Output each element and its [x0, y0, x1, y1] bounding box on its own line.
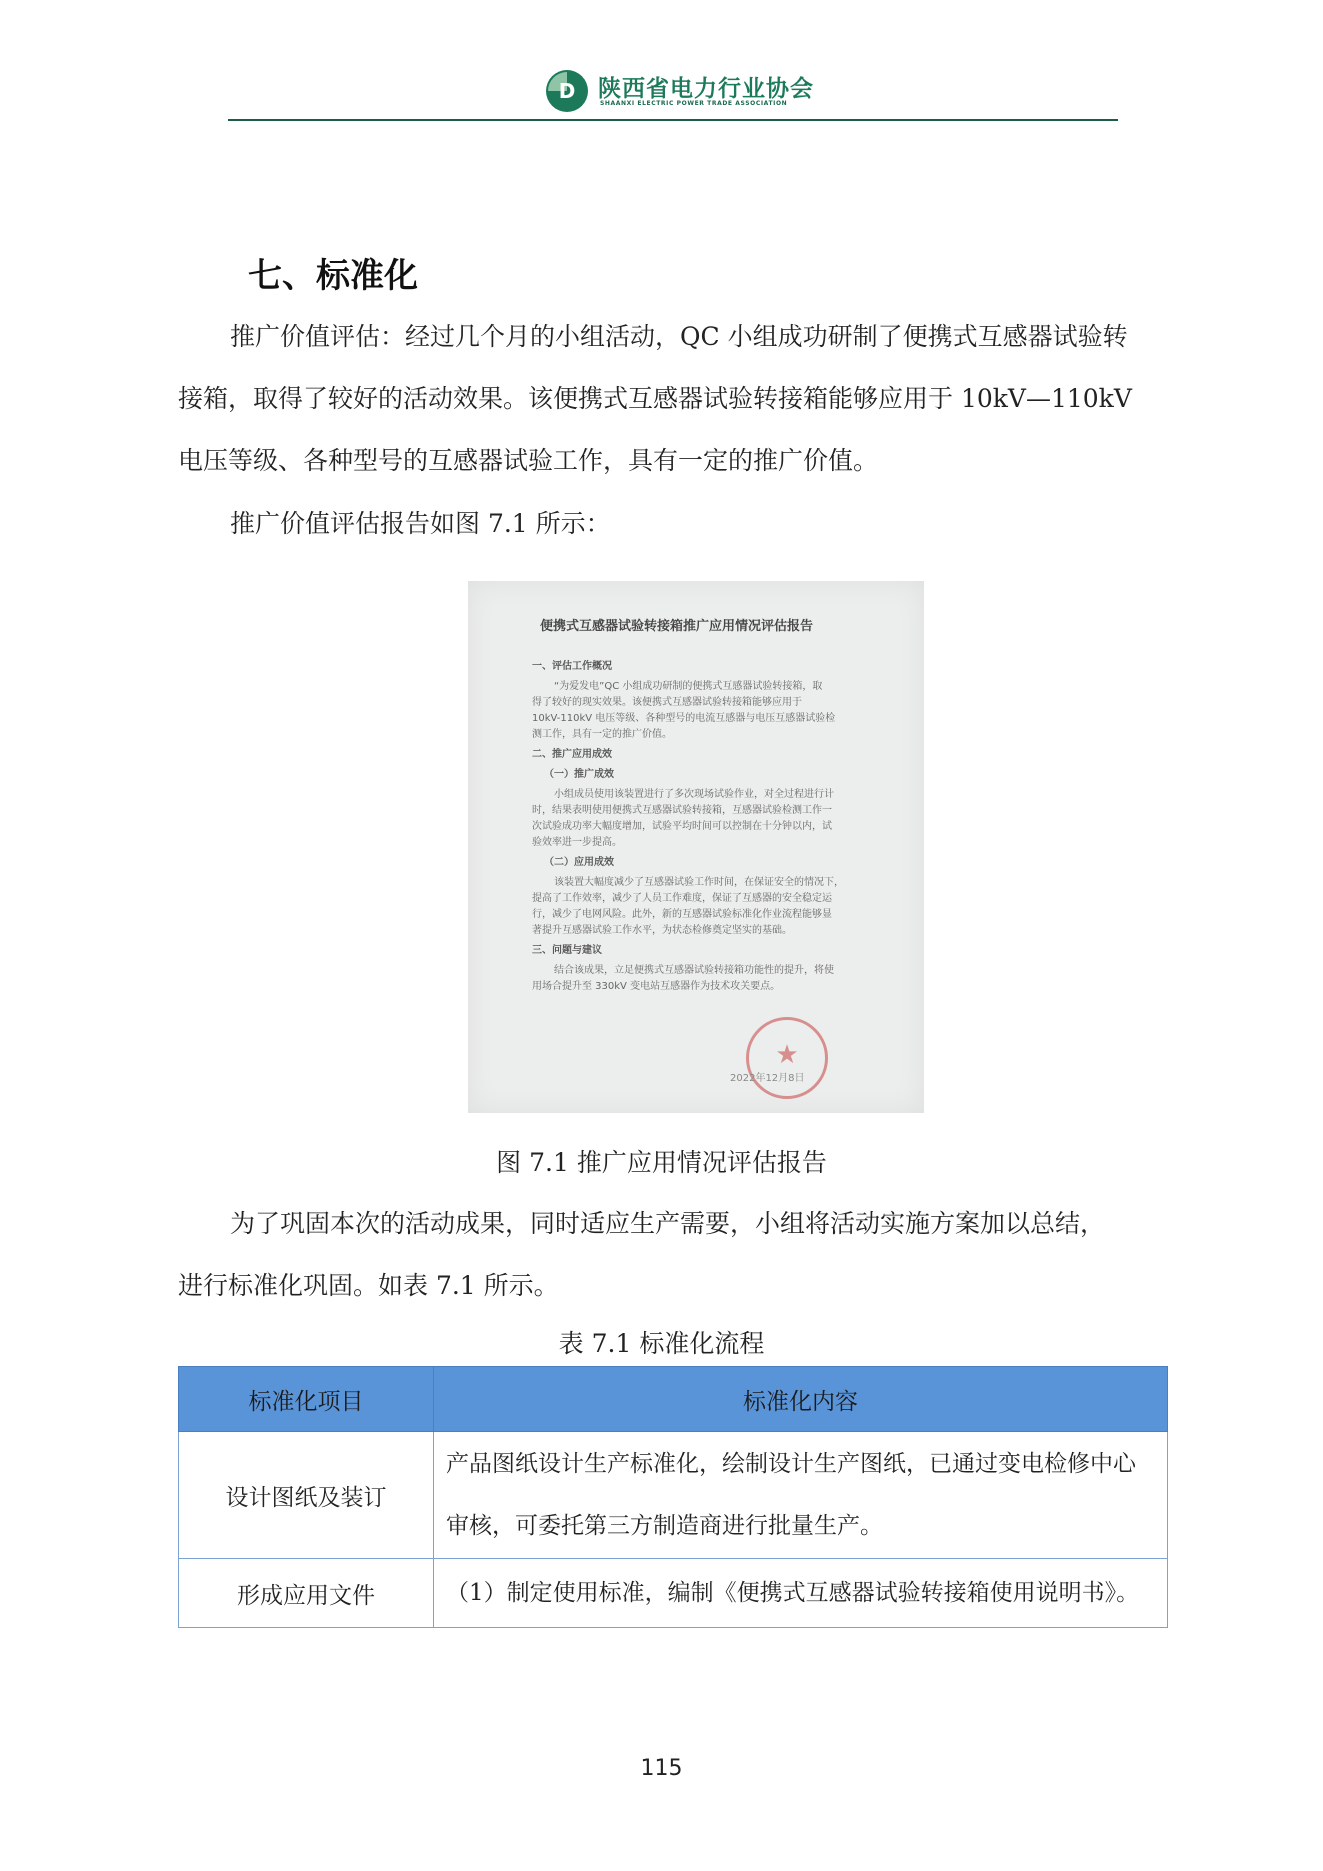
- association-logo-icon: [544, 68, 590, 114]
- paragraph-line: 接箱，取得了较好的活动效果。该便携式互感器试验转接箱能够应用于 10kV—110kV: [178, 384, 1132, 413]
- scanned-document-date: 2022年12月8日: [730, 1073, 805, 1084]
- evaluation-report-photo: [468, 581, 924, 1113]
- table-cell-line: 审核，可委托第三方制造商进行批量生产。: [446, 1513, 883, 1539]
- scanned-line: 验效率进一步提高。: [532, 837, 622, 848]
- paragraph-line: 电压等级、各种型号的互感器试验工作，具有一定的推广价值。: [178, 446, 879, 475]
- scanned-line: “为爱发电”QC 小组成功研制的便携式互感器试验转接箱，取: [554, 681, 823, 692]
- scanned-document-title: 便携式互感器试验转接箱推广应用情况评估报告: [540, 619, 814, 634]
- table-cell-content: [434, 1432, 1168, 1559]
- scanned-line: 时，结果表明使用便携式互感器试验转接箱，互感器试验检测工作一: [532, 805, 832, 816]
- section-title: 七、标准化: [248, 256, 418, 296]
- figure-caption: 图 7.1 推广应用情况评估报告: [496, 1148, 827, 1177]
- scanned-line: 三、问题与建议: [532, 945, 602, 956]
- scanned-line: 测工作，具有一定的推广价值。: [532, 729, 672, 740]
- paragraph-line: 推广价值评估报告如图 7.1 所示：: [230, 509, 611, 538]
- paragraph-report-reference: [178, 493, 1168, 555]
- scanned-line: 次试验成功率大幅度增加，试验平均时间可以控制在十分钟以内，试: [532, 821, 832, 832]
- table-header-cell: 标准化内容: [434, 1367, 1168, 1432]
- table-row: [179, 1559, 1168, 1628]
- table-row: [179, 1432, 1168, 1559]
- official-seal-icon: ★: [746, 1017, 828, 1099]
- table-cell-line: 产品图纸设计生产标准化，绘制设计生产图纸，已通过变电检修中心: [446, 1451, 1136, 1477]
- paragraph-line: 为了巩固本次的活动成果，同时适应生产需要，小组将活动实施方案加以总结，: [230, 1209, 1106, 1238]
- table-cell-item: 设计图纸及装订: [179, 1432, 434, 1559]
- table-header-cell: 标准化项目: [179, 1367, 434, 1432]
- page-number: 115: [640, 1756, 683, 1781]
- scanned-line: 著提升互感器试验工作水平，为状态检修奠定坚实的基础。: [532, 925, 792, 936]
- scanned-line: 提高了工作效率，减少了人员工作难度，保证了互感器的安全稳定运: [532, 893, 832, 904]
- scanned-line: 结合该成果，立足便携式互感器试验转接箱功能性的提升，将使: [554, 965, 834, 976]
- paragraph-promotion-value: [178, 306, 1168, 492]
- table-caption: 表 7.1 标准化流程: [558, 1329, 765, 1358]
- scanned-line: 一、评估工作概况: [532, 661, 612, 672]
- table-cell-line: （1）制定使用标准，编制《便携式互感器试验转接箱使用说明书》。: [446, 1580, 1140, 1606]
- org-name-en: SHAANXI ELECTRIC POWER TRADE ASSOCIATION: [600, 100, 788, 107]
- scanned-document: [468, 581, 924, 1113]
- paragraph-line: 推广价值评估：经过几个月的小组活动，QC 小组成功研制了便携式互感器试验转: [230, 322, 1128, 351]
- scanned-line: （一）推广成效: [544, 769, 614, 780]
- scanned-line: 二、推广应用成效: [532, 749, 612, 760]
- svg-text:D: D: [558, 79, 576, 103]
- scanned-line: 小组成员使用该装置进行了多次现场试验作业，对全过程进行计: [554, 789, 834, 800]
- header-divider: [228, 119, 1118, 121]
- scanned-line: 得了较好的现实效果。该便携式互感器试验转接箱能够应用于: [532, 697, 802, 708]
- page-header: [228, 62, 1118, 122]
- org-name-cn: 陕西省电力行业协会: [598, 76, 814, 102]
- scanned-line: 该装置大幅度减少了互感器试验工作时间，在保证安全的情况下，: [554, 877, 844, 888]
- scanned-line: 10kV-110kV 电压等级、各种型号的电流互感器与电压互感器试验检: [532, 713, 836, 724]
- paragraph-standardization-summary: [178, 1193, 1168, 1317]
- table-cell-content: [434, 1559, 1168, 1628]
- scanned-line: 用场合提升至 330kV 变电站互感器作为技术攻关要点。: [532, 981, 781, 992]
- standardization-table: [178, 1366, 1168, 1628]
- paragraph-line: 进行标准化巩固。如表 7.1 所示。: [178, 1271, 559, 1300]
- scanned-line: （二）应用成效: [544, 857, 614, 868]
- scanned-line: 行，减少了电网风险。此外，新的互感器试验标准化作业流程能够显: [532, 909, 832, 920]
- table-cell-item: 形成应用文件: [179, 1559, 434, 1628]
- table-header-row: [179, 1367, 1168, 1432]
